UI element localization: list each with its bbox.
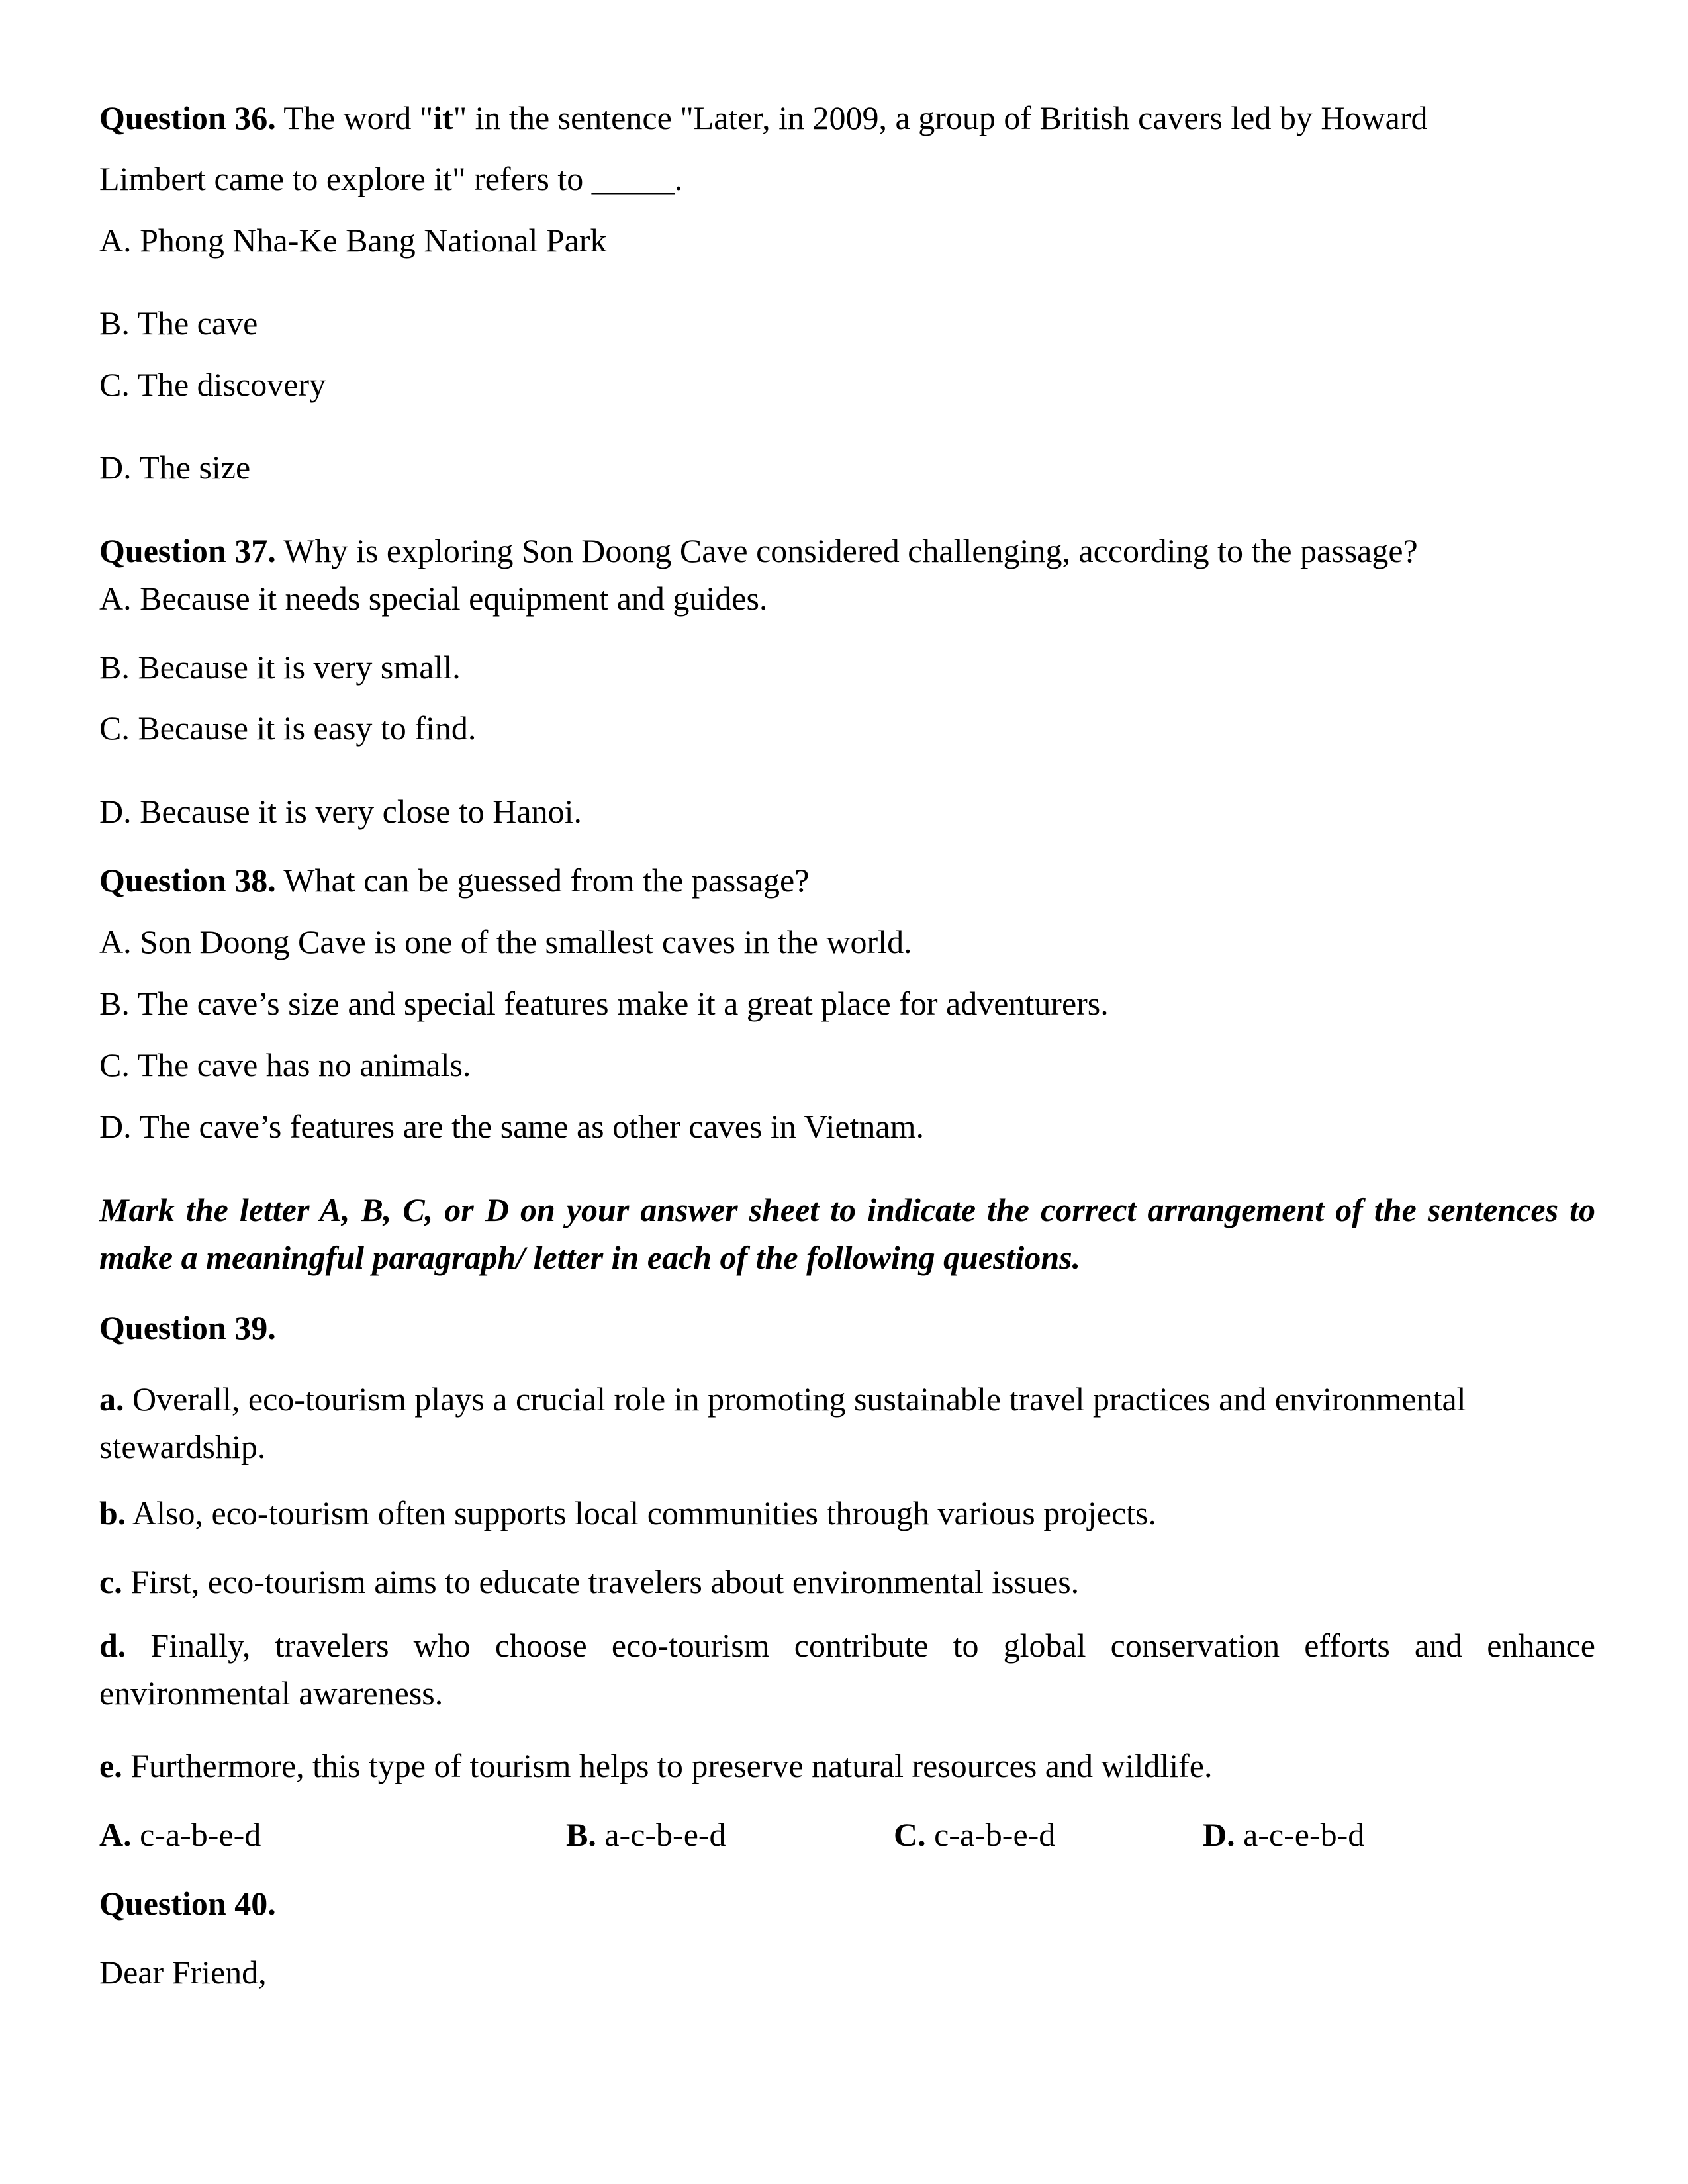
q39-sentence-c-letter: c. — [99, 1563, 122, 1600]
q36-option-b: B. The cave — [99, 304, 258, 341]
q39-answer-b-letter: B. — [566, 1816, 596, 1853]
q39-sentence-d — [99, 1621, 1595, 1717]
q39-sentence-a — [99, 1375, 1595, 1471]
q39-sentence-e-text: Furthermore, this type of tourism helps to preserve natural resources and wildlife. — [122, 1747, 1213, 1784]
q39-answer-c-letter: C. — [894, 1816, 926, 1853]
q39-answer-d-letter: D. — [1203, 1816, 1235, 1853]
q39-answer-d-text: a-c-e-b-d — [1235, 1816, 1365, 1853]
section-instruction: Mark the letter A, B, C, or D on your answer sheet to indicate the correct arrangement of the sentences to make a meaningful paragraph/ letter in each of the following questions. — [99, 1191, 1595, 1276]
q39-sentence-b-text: Also, eco-tourism often supports local communities through various projects. — [126, 1494, 1157, 1531]
q38-option-a: A. Son Doong Cave is one of the smallest caves in the world. — [99, 923, 912, 960]
q40-salutation: Dear Friend, — [99, 1954, 267, 1991]
q39-answer-a-letter: A. — [99, 1816, 132, 1853]
q37-stem-text: Why is exploring Son Doong Cave considered challenging, according to the passage? — [275, 532, 1418, 569]
q39-sentence-e-letter: e. — [99, 1747, 122, 1784]
q37-number: Question 37. — [99, 532, 276, 569]
q39-answer-d — [1203, 1816, 1364, 1854]
q37-option-d: D. Because it is very close to Hanoi. — [99, 793, 582, 830]
q36-option-d: D. The size — [99, 449, 251, 486]
q38-stem — [99, 862, 809, 900]
q39-answer-b — [566, 1816, 726, 1854]
q39-answer-a-text: c-a-b-e-d — [131, 1816, 261, 1853]
q38-stem-text: What can be guessed from the passage? — [275, 862, 810, 899]
q38-option-d: D. The cave’s features are the same as other caves in Vietnam. — [99, 1108, 925, 1145]
q39-number: Question 39. — [99, 1309, 276, 1346]
q39-sentence-b — [99, 1494, 1156, 1533]
q36-stem-line1 — [99, 99, 1427, 138]
q37-stem — [99, 532, 1418, 570]
q38-option-c: C. The cave has no animals. — [99, 1046, 471, 1083]
q39-sentence-d-text: Finally, travelers who choose eco-tourism contribute to global conservation efforts and enhance environmental awareness. — [99, 1627, 1595, 1711]
q36-option-a: A. Phong Nha-Ke Bang National Park — [99, 222, 607, 259]
q39-sentence-e — [99, 1747, 1212, 1786]
q36-stem-part2: " in the sentence "Later, in 2009, a group of British cavers led by Howard — [453, 99, 1428, 136]
q38-number: Question 38. — [99, 862, 276, 899]
q39-sentence-c — [99, 1563, 1079, 1602]
q39-answer-c — [894, 1816, 1055, 1854]
q37-option-b: B. Because it is very small. — [99, 649, 461, 686]
q39-answer-options — [99, 1816, 1595, 1856]
q40-number: Question 40. — [99, 1885, 276, 1922]
q36-option-c: C. The discovery — [99, 366, 326, 403]
q36-number: Question 36. — [99, 99, 276, 136]
q39-sentence-a-text: Overall, eco-tourism plays a crucial role in promoting sustainable travel practices and environmental stewardship. — [99, 1381, 1466, 1465]
q39-sentence-d-letter: d. — [99, 1627, 126, 1664]
q39-sentence-a-letter: a. — [99, 1381, 124, 1418]
q38-option-b: B. The cave’s size and special features make it a great place for adventurers. — [99, 985, 1109, 1022]
q36-stem-line2: Limbert came to explore it" refers to _____. — [99, 160, 683, 197]
q36-stem-part1: The word " — [275, 99, 434, 136]
q39-sentence-c-text: First, eco-tourism aims to educate travelers about environmental issues. — [122, 1563, 1080, 1600]
q37-option-a: A. Because it needs special equipment and guides. — [99, 580, 768, 617]
q36-stem-word: it — [433, 99, 453, 136]
q37-option-c: C. Because it is easy to find. — [99, 709, 477, 747]
q39-sentence-b-letter: b. — [99, 1494, 126, 1531]
q39-answer-a — [99, 1816, 261, 1854]
q39-answer-b-text: a-c-b-e-d — [596, 1816, 726, 1853]
q39-answer-c-text: c-a-b-e-d — [925, 1816, 1056, 1853]
